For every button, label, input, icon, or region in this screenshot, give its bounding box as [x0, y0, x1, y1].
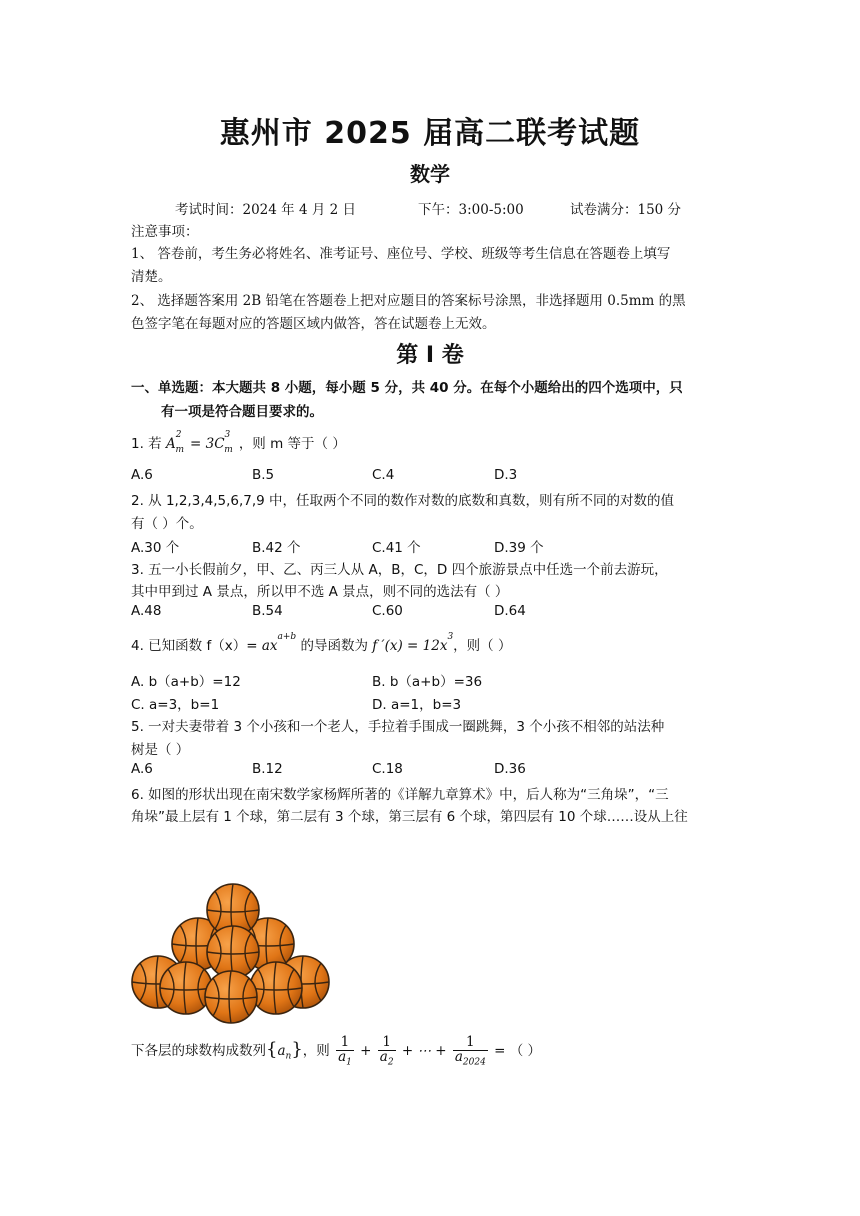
q1-option-a[interactable]: A.6	[131, 467, 153, 483]
notice-item-1-cont: 清楚。	[131, 269, 172, 285]
q4-option-a[interactable]: A. b（a+b）=12	[131, 674, 241, 690]
basketball	[205, 971, 257, 1023]
q4-option-d[interactable]: D. a=1，b=3	[372, 697, 462, 713]
notice-item-2-cont: 色签字笔在每题对应的答题区域内做答，答在试题卷上无效。	[131, 316, 496, 332]
q6-sum-formula: $\frac{1}{a_1}$ + $\frac{1}{a_2}$ + ⋯ + $\frac{1}{a_{2024}}$	[338, 1034, 486, 1068]
exam-time: 考试时间：2024 年 4 月 2 日	[175, 202, 356, 218]
section-instruction: 一、单选题：本大题共 8 小题，每小题 5 分，共 40 分。在每个小题给出的四个选项中，只	[131, 380, 683, 396]
q4-function-formula: $ax^{a+b}$	[261, 631, 297, 654]
question-5-cont: 树是（ ）	[131, 742, 190, 758]
question-2-cont: 有（ ）个。	[131, 516, 203, 532]
q2-option-a[interactable]: A.30 个	[131, 540, 180, 556]
q1-option-d[interactable]: D.3	[494, 467, 518, 483]
exam-session: 下午：3:00-5:00	[418, 202, 524, 218]
q3-option-c[interactable]: C.60	[372, 603, 403, 619]
q5-option-a[interactable]: A.6	[131, 761, 153, 777]
q4-option-c[interactable]: C. a=3，b=1	[131, 697, 220, 713]
q2-option-c[interactable]: C.41 个	[372, 540, 421, 556]
subject-title: 数学	[410, 162, 450, 186]
q3-option-a[interactable]: A.48	[131, 603, 162, 619]
q1-option-b[interactable]: B.5	[252, 467, 275, 483]
exam-title: 惠州市 2025 届高二联考试题	[219, 116, 641, 151]
basketball	[160, 962, 212, 1014]
question-6: 6. 如图的形状出现在南宋数学家杨辉所著的《详解九章算术》中，后人称为“三角垛”，“三	[131, 787, 669, 803]
q3-option-b[interactable]: B.54	[252, 603, 283, 619]
basketball	[250, 962, 302, 1014]
question-3-cont: 其中甲到过 A 景点，所以甲不选 A 景点，则不同的选法有（ ）	[131, 584, 509, 600]
q4-derivative-formula: f $'(x) = 12x^3$	[372, 631, 454, 654]
question-4: 4. 已知函数 $f(x)= ax^{a+b}$ 的导函数为 f $'(x) = 12x^3$，则（ ）	[131, 631, 512, 654]
full-score: 试卷满分：150 分	[570, 202, 682, 218]
q5-option-c[interactable]: C.18	[372, 761, 403, 777]
question-2: 2. 从 1,2,3,4,5,6,7,9 中，任取两个不同的数作对数的底数和真数，则有所不同的对数的值	[131, 493, 675, 509]
q2-option-b[interactable]: B.42 个	[252, 540, 301, 556]
question-6-cont: 角垛”最上层有 1 个球，第二层有 3 个球，第三层有 6 个球，第四层有 10 个球……设从上往	[131, 809, 688, 825]
q6-sequence-formula: $\{a_n\}$	[266, 1039, 303, 1062]
q2-option-d[interactable]: D.39 个	[494, 540, 544, 556]
question-5: 5. 一对夫妻带着 3 个小孩和一个老人，手拉着手围成一圈跳舞，3 个小孩不相邻的站法种	[131, 719, 665, 735]
notice-item-2: 2、 选择题答案用 2B 铅笔在答题卷上把对应题目的答案标号涂黑，非选择题用 0.5mm 的黑	[131, 293, 686, 309]
q1-option-c[interactable]: C.4	[372, 467, 395, 483]
question-1: 1. 若 $A^2_m = 3C^3_m$ ，则 m 等于（ ）	[131, 429, 346, 455]
notice-heading: 注意事项：	[131, 224, 199, 240]
q5-option-b[interactable]: B.12	[252, 761, 283, 777]
q3-option-d[interactable]: D.64	[494, 603, 526, 619]
notice-item-1: 1、 答卷前，考生务必将姓名、准考证号、座位号、学校、班级等考生信息在答题卷上填写	[131, 246, 671, 262]
section-title: 第 I 卷	[396, 343, 464, 368]
q4-option-b[interactable]: B. b（a+b）=36	[372, 674, 483, 690]
q1-formula: $A^2_m = 3C^3_m$	[165, 429, 233, 455]
question-3: 3. 五一小长假前夕，甲、乙、丙三人从 A，B，C，D 四个旅游景点中任选一个前去游玩，	[131, 562, 668, 578]
section-instruction-cont: 有一项是符合题目要求的。	[161, 404, 323, 420]
basketball	[207, 926, 259, 978]
basketball-pyramid-image	[128, 880, 333, 1030]
question-6-formula-line: 下各层的球数构成数列$\{a_n\}$，则 $\frac{1}{a_1}$ + $\frac{1}{a_2}$ + ⋯ + $\frac{1}{a_{2024}}$ = （ ）	[131, 1034, 542, 1068]
q5-option-d[interactable]: D.36	[494, 761, 526, 777]
